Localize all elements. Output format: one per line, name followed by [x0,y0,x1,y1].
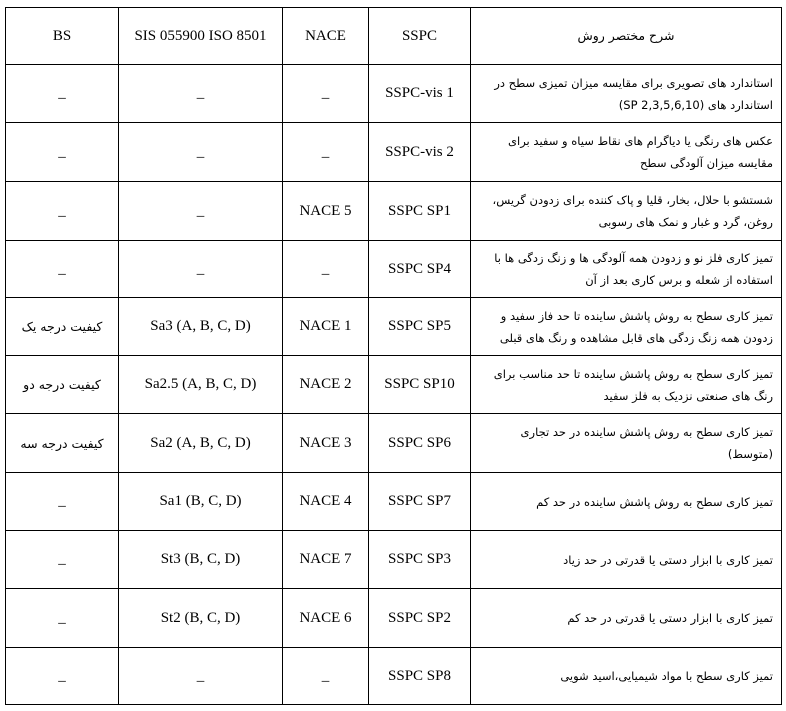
cell-nace: NACE 7 [283,531,369,589]
cell-description: تمیز کاری سطح با مواد شیمیایی،اسید شویی [471,648,782,705]
cell-sspc: SSPC SP4 [369,241,471,298]
cell-nace: NACE 6 [283,589,369,648]
table-row [6,648,782,705]
cell-nace: NACE 4 [283,473,369,531]
cell-sspc: SSPC-vis 1 [369,65,471,123]
cell-bs: _ [6,123,119,182]
cell-sis: Sa2 (A, B, C, D) [119,414,283,473]
cell-description: تمیز کاری با ابزار دستی یا قدرتی در حد زیاد [471,531,782,589]
cell-nace: NACE 2 [283,356,369,414]
cell-sis: _ [119,65,283,123]
cell-nace: NACE 5 [283,182,369,241]
header-sis: SIS 055900 ISO 8501 [119,8,283,65]
cell-description: عکس های رنگی یا دیاگرام های نقاط سیاه و سفید برای مقایسه میزان آلودگی سطح [471,123,782,182]
cell-sspc: SSPC SP1 [369,182,471,241]
cell-nace: NACE 1 [283,298,369,356]
table-row [6,531,782,589]
cell-bs: _ [6,531,119,589]
cell-description: تمیز کاری سطح به روش پاشش ساینده در حد کم [471,473,782,531]
cell-sis: Sa3 (A, B, C, D) [119,298,283,356]
cell-description: تمیز کاری با ابزار دستی یا قدرتی در حد کم [471,589,782,648]
cell-bs: _ [6,65,119,123]
header-row [6,8,782,65]
table-row [6,182,782,241]
cell-bs: _ [6,589,119,648]
cell-sis: _ [119,241,283,298]
cell-nace: _ [283,241,369,298]
cell-nace: _ [283,123,369,182]
cell-sspc: SSPC SP2 [369,589,471,648]
cell-bs: _ [6,241,119,298]
cell-sspc: SSPC SP3 [369,531,471,589]
table-row [6,123,782,182]
header-nace: NACE [283,8,369,65]
table-row [6,241,782,298]
cell-sis: _ [119,182,283,241]
cell-nace: _ [283,648,369,705]
cell-description: تمیز کاری سطح به روش پاشش ساینده تا حد فاز سفید و زدودن همه زنگ زدگی های قابل مشاهده و رنگ های قبلی [471,298,782,356]
table-row [6,65,782,123]
cell-sis: _ [119,648,283,705]
table-row [6,589,782,648]
cell-sis: _ [119,123,283,182]
cell-sspc: SSPC SP6 [369,414,471,473]
cell-bs: _ [6,182,119,241]
cell-description: تمیز کاری فلز نو و زدودن همه آلودگی ها و زنگ زدگی ها با استفاده از شعله و برس کاری بعد از آن [471,241,782,298]
cell-sspc: SSPC SP8 [369,648,471,705]
cell-description: شستشو با حلال، بخار، قلیا و پاک کننده برای زدودن گریس، روغن، گرد و غبار و نمک های رسوبی [471,182,782,241]
cell-sspc: SSPC SP7 [369,473,471,531]
cell-sis: Sa1 (B, C, D) [119,473,283,531]
table-row [6,356,782,414]
cell-sis: Sa2.5 (A, B, C, D) [119,356,283,414]
header-description: شرح مختصر روش [471,8,782,65]
table-row [6,298,782,356]
cell-sspc: SSPC SP5 [369,298,471,356]
cell-sis: St2 (B, C, D) [119,589,283,648]
cell-description: تمیز کاری سطح به روش پاشش ساینده در حد تجاری (متوسط) [471,414,782,473]
cell-bs: کیفیت درجه سه [6,414,119,473]
cell-bs: کیفیت درجه یک [6,298,119,356]
cell-bs: _ [6,648,119,705]
cell-bs: کیفیت درجه دو [6,356,119,414]
cell-nace: NACE 3 [283,414,369,473]
cell-nace: _ [283,65,369,123]
table-row [6,473,782,531]
cell-sis: St3 (B, C, D) [119,531,283,589]
surface-preparation-standards-table [5,7,782,705]
cell-sspc: SSPC-vis 2 [369,123,471,182]
header-sspc: SSPC [369,8,471,65]
header-bs: BS [6,8,119,65]
cell-bs: _ [6,473,119,531]
cell-description: استاندارد های تصویری برای مقایسه میزان تمیزی سطح در استاندارد های (SP 2,3,5,6,10) [471,65,782,123]
cell-description: تمیز کاری سطح به روش پاشش ساینده تا حد مناسب برای رنگ های صنعتی نزدیک به فلز سفید [471,356,782,414]
table-row [6,414,782,473]
cell-sspc: SSPC SP10 [369,356,471,414]
